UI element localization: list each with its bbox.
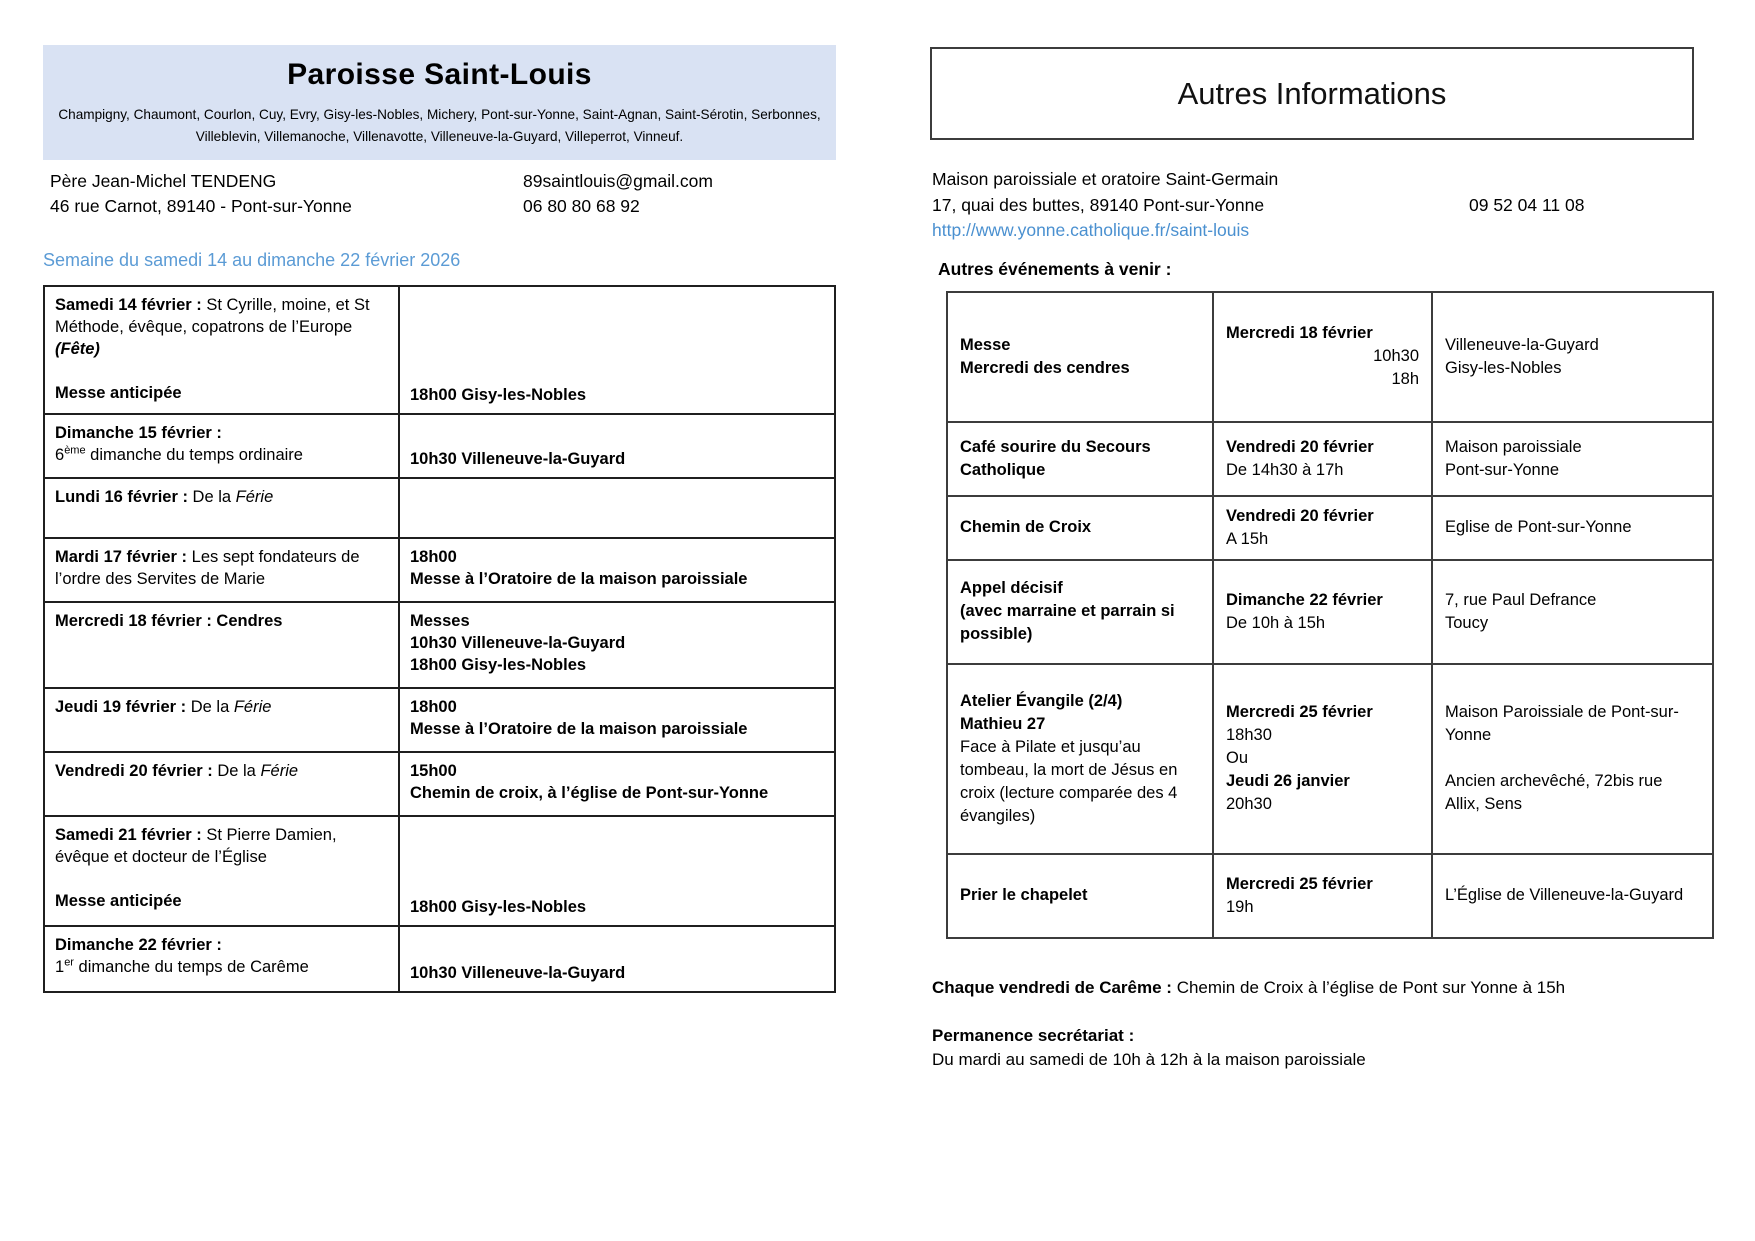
cell-line bbox=[55, 360, 388, 382]
event-name-cell bbox=[947, 292, 1213, 422]
schedule-day-cell bbox=[44, 602, 399, 688]
cell-line: Vendredi 20 février bbox=[1226, 506, 1374, 525]
cell-line: Appel décisif bbox=[960, 579, 1063, 597]
schedule-detail-cell bbox=[399, 688, 835, 752]
schedule-row bbox=[44, 926, 835, 992]
event-date-cell bbox=[1213, 560, 1432, 664]
schedule-row bbox=[44, 752, 835, 816]
event-name-cell bbox=[947, 854, 1213, 938]
schedule-row bbox=[44, 602, 835, 688]
cell-line bbox=[1445, 747, 1700, 770]
cell-line: Gisy-les-Nobles bbox=[1445, 358, 1562, 377]
cell-line: Vendredi 20 février bbox=[1226, 437, 1374, 456]
schedule-detail-cell bbox=[399, 926, 835, 992]
cell-line: Eglise de Pont-sur-Yonne bbox=[1445, 518, 1632, 536]
cell-line: Mercredi 18 février : Cendres bbox=[55, 612, 283, 630]
cell-line: 10h30 Villeneuve-la-Guyard bbox=[410, 964, 626, 982]
event-place-cell bbox=[1432, 560, 1713, 664]
event-row bbox=[947, 422, 1713, 496]
cell-line: Mardi 17 février : Les sept fondateurs de l’ordre des Servites de Marie bbox=[55, 548, 360, 588]
other-info-title: Autres Informations bbox=[1177, 75, 1447, 111]
schedule-row bbox=[44, 478, 835, 538]
cell-line: Villeneuve-la-Guyard bbox=[1445, 335, 1599, 354]
event-date-cell bbox=[1213, 422, 1432, 496]
weekly-schedule-table bbox=[43, 285, 836, 993]
right-section bbox=[930, 47, 1720, 1072]
cell-line: Chemin de croix, à l’église de Pont-sur-Yonne bbox=[410, 784, 769, 802]
event-name-cell bbox=[947, 664, 1213, 854]
cell-line: Vendredi 20 février : De la Férie bbox=[55, 762, 299, 780]
cell-line: 7, rue Paul Defrance bbox=[1445, 590, 1597, 609]
maison-contact-block bbox=[932, 167, 1720, 244]
schedule-row bbox=[44, 688, 835, 752]
schedule-detail-cell bbox=[399, 752, 835, 816]
priest-name: Père Jean-Michel TENDENG bbox=[50, 171, 277, 191]
cell-line: A 15h bbox=[1226, 529, 1269, 548]
schedule-day-cell bbox=[44, 752, 399, 816]
maison-address: 17, quai des buttes, 89140 Pont-sur-Yonne bbox=[932, 194, 1265, 215]
event-date-cell bbox=[1213, 664, 1432, 854]
cell-line: 10h30 Villeneuve-la-Guyard bbox=[410, 634, 626, 652]
cell-line: Atelier Évangile (2/4) bbox=[960, 691, 1123, 710]
schedule-day-cell bbox=[44, 688, 399, 752]
event-place-cell bbox=[1432, 292, 1713, 422]
events-table bbox=[946, 291, 1714, 939]
website-link[interactable]: http://www.yonne.catholique.fr/saint-louis bbox=[932, 220, 1250, 240]
cell-line: Mathieu 27 bbox=[960, 714, 1046, 733]
event-name-cell bbox=[947, 496, 1213, 560]
parish-towns-list: Champigny, Chaumont, Courlon, Cuy, Evry, Gisy-les-Nobles, Michery, Pont-sur-Yonne, Saint-Agnan, Saint-Sérotin, Serbonnes, Villeblevin, Villemanoche, Villenavotte, Villeneuve-la-Guyard, Villeperrot, Vinneuf. bbox=[58, 107, 821, 145]
contact-row bbox=[43, 194, 836, 219]
event-place-cell bbox=[1432, 496, 1713, 560]
events-heading: Autres événements à venir : bbox=[938, 258, 1172, 279]
cell-line: Dimanche 15 février : bbox=[55, 424, 222, 442]
cell-line: 10h30 bbox=[1373, 347, 1419, 365]
cell-line: Samedi 21 février : St Pierre Damien, évêque et docteur de l’Église bbox=[55, 826, 337, 866]
other-info-title-box bbox=[930, 47, 1694, 140]
cell-line: De 14h30 à 17h bbox=[1226, 460, 1344, 479]
cell-line: L’Église de Villeneuve-la-Guyard bbox=[1445, 886, 1684, 904]
event-name-cell bbox=[947, 422, 1213, 496]
cell-line: Messe à l’Oratoire de la maison paroissiale bbox=[410, 570, 748, 588]
cell-line: 18h00 Gisy-les-Nobles bbox=[410, 386, 587, 404]
event-row bbox=[947, 560, 1713, 664]
schedule-day-cell bbox=[44, 286, 399, 414]
cell-line: Jeudi 26 janvier bbox=[1226, 772, 1350, 790]
careme-note-text: Chemin de Croix à l’église de Pont sur Yonne à 15h bbox=[1176, 977, 1566, 997]
cell-line: Maison paroissiale bbox=[1445, 437, 1582, 456]
parish-phone: 06 80 80 68 92 bbox=[523, 196, 640, 216]
cell-line: Prier le chapelet bbox=[960, 886, 1088, 904]
careme-note-label: Chaque vendredi de Carême : bbox=[932, 977, 1177, 997]
secretariat-heading: Permanence secrétariat : bbox=[932, 1025, 1135, 1045]
cell-line: Lundi 16 février : De la Férie bbox=[55, 488, 274, 506]
cell-line: Dimanche 22 février : bbox=[55, 936, 222, 954]
cell-line: 19h bbox=[1226, 897, 1254, 916]
cell-line: (avec marraine et parrain si possible) bbox=[960, 602, 1175, 643]
left-section bbox=[43, 45, 836, 993]
cell-line: Messes bbox=[410, 612, 470, 630]
cell-line: Maison Paroissiale de Pont-sur-Yonne bbox=[1445, 703, 1679, 744]
event-row bbox=[947, 854, 1713, 938]
cell-line: Pont-sur-Yonne bbox=[1445, 460, 1560, 479]
schedule-day-cell bbox=[44, 816, 399, 926]
event-row bbox=[947, 664, 1713, 854]
cell-line: 18h00 Gisy-les-Nobles bbox=[410, 898, 587, 916]
cell-line: Mercredi des cendres bbox=[960, 358, 1130, 377]
schedule-row bbox=[44, 414, 835, 478]
cell-line: Dimanche 22 février bbox=[1226, 590, 1383, 609]
cell-line: Messe anticipée bbox=[55, 384, 182, 402]
cell-line bbox=[55, 868, 388, 890]
maison-name: Maison paroissiale et oratoire Saint-Germain bbox=[932, 169, 1279, 189]
cell-line: 1er dimanche du temps de Carême bbox=[55, 956, 309, 976]
event-date-cell bbox=[1213, 496, 1432, 560]
parish-contact-block bbox=[43, 169, 836, 219]
cell-line: Messe anticipée bbox=[55, 892, 182, 910]
event-row bbox=[947, 496, 1713, 560]
schedule-row bbox=[44, 286, 835, 414]
cell-line: Chemin de Croix bbox=[960, 518, 1092, 536]
event-place-cell bbox=[1432, 854, 1713, 938]
cell-line: De 10h à 15h bbox=[1226, 613, 1326, 632]
event-name-cell bbox=[947, 560, 1213, 664]
schedule-day-cell bbox=[44, 538, 399, 602]
event-date-cell bbox=[1213, 854, 1432, 938]
cell-line: 18h00 bbox=[410, 548, 457, 566]
cell-line: 18h bbox=[1391, 370, 1419, 388]
maison-address-row bbox=[932, 193, 1720, 219]
cell-line: Café sourire du Secours Catholique bbox=[960, 437, 1151, 479]
schedule-detail-cell bbox=[399, 286, 835, 414]
cell-line: Mercredi 25 février bbox=[1226, 703, 1373, 721]
parish-email: 89saintlouis@gmail.com bbox=[523, 171, 713, 191]
schedule-row bbox=[44, 816, 835, 926]
parish-address: 46 rue Carnot, 89140 - Pont-sur-Yonne bbox=[50, 196, 352, 216]
parish-title: Paroisse Saint-Louis bbox=[287, 58, 592, 91]
schedule-detail-cell bbox=[399, 414, 835, 478]
cell-line: Toucy bbox=[1445, 613, 1489, 632]
cell-line: Jeudi 19 février : De la Férie bbox=[55, 698, 272, 716]
cell-line: 6ème dimanche du temps ordinaire bbox=[55, 444, 303, 464]
cell-line: Ancien archevêché, 72bis rue Allix, Sens bbox=[1445, 772, 1663, 813]
cell-line: Messe à l’Oratoire de la maison paroissiale bbox=[410, 720, 748, 738]
schedule-day-cell bbox=[44, 926, 399, 992]
event-place-cell bbox=[1432, 664, 1713, 854]
cell-line: 18h00 bbox=[410, 698, 457, 716]
secretariat-hours: Du mardi au samedi de 10h à 12h à la maison paroissiale bbox=[932, 1049, 1366, 1069]
schedule-day-cell bbox=[44, 478, 399, 538]
cell-line: 18h00 Gisy-les-Nobles bbox=[410, 656, 587, 674]
cell-line: Samedi 14 février : St Cyrille, moine, et St Méthode, évêque, copatrons de l’Europe (Fête) bbox=[55, 296, 370, 358]
contact-row bbox=[43, 169, 836, 194]
cell-line: 15h00 bbox=[410, 762, 457, 780]
cell-line: Ou bbox=[1226, 749, 1249, 767]
maison-phone: 09 52 04 11 08 bbox=[1469, 194, 1585, 215]
schedule-detail-cell bbox=[399, 478, 835, 538]
week-heading: Semaine du samedi 14 au dimanche 22 février 2026 bbox=[43, 250, 461, 270]
event-date-cell bbox=[1213, 292, 1432, 422]
event-place-cell bbox=[1432, 422, 1713, 496]
careme-note bbox=[932, 976, 1720, 1000]
cell-line: Mercredi 25 février bbox=[1226, 874, 1373, 893]
cell-line: 10h30 Villeneuve-la-Guyard bbox=[410, 450, 626, 468]
schedule-day-cell bbox=[44, 414, 399, 478]
cell-line: 20h30 bbox=[1226, 795, 1272, 813]
schedule-row bbox=[44, 538, 835, 602]
event-row bbox=[947, 292, 1713, 422]
cell-line: 18h30 bbox=[1226, 726, 1272, 744]
schedule-detail-cell bbox=[399, 538, 835, 602]
parish-header-box bbox=[43, 45, 836, 160]
cell-line: Face à Pilate et jusqu’au tombeau, la mort de Jésus en croix (lecture comparée des 4 évangiles) bbox=[960, 737, 1178, 825]
cell-line: Mercredi 18 février bbox=[1226, 324, 1373, 342]
website-row bbox=[932, 218, 1720, 244]
schedule-detail-cell bbox=[399, 602, 835, 688]
schedule-detail-cell bbox=[399, 816, 835, 926]
cell-line: Messe bbox=[960, 335, 1011, 354]
